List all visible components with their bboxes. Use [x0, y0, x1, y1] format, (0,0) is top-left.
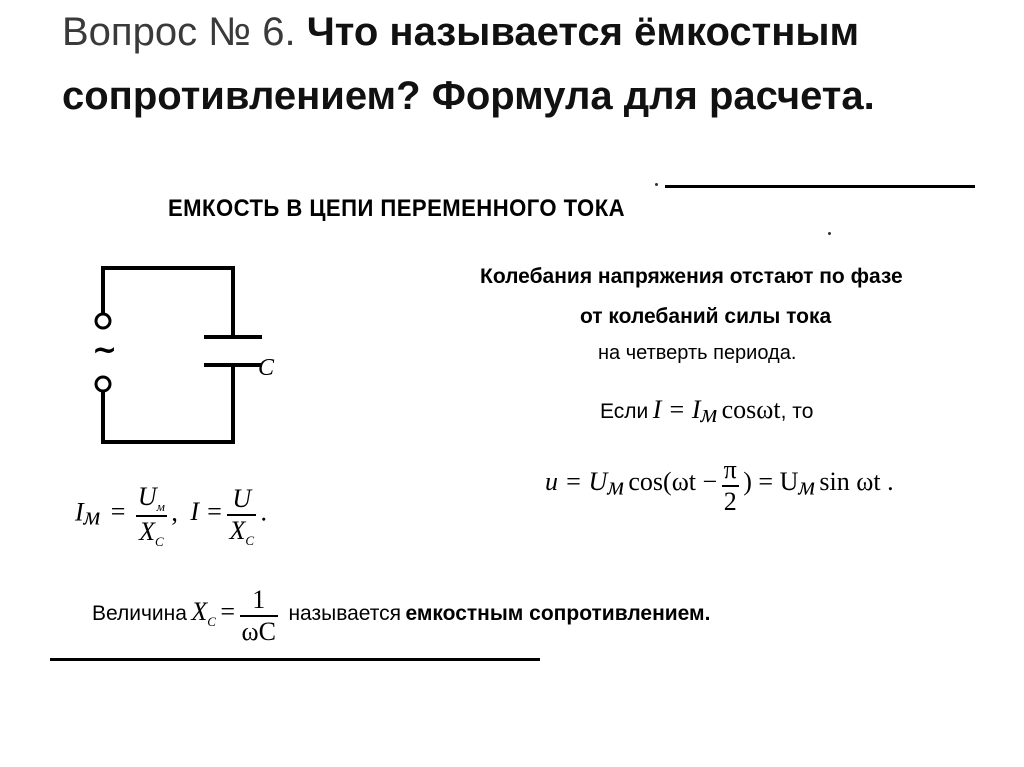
- page-title: [62, 0, 992, 128]
- i-numerator: U: [227, 484, 256, 516]
- section-heading: ЕМКОСТЬ В ЦЕПИ ПЕРЕМЕННОГО ТОКА: [168, 195, 626, 222]
- equals-sign: =: [110, 497, 126, 527]
- voltage-cos: cos(ωt −: [628, 467, 718, 497]
- xc-numerator: 1: [240, 585, 278, 617]
- comma: ,: [171, 497, 178, 527]
- ac-source-symbol: ~: [92, 333, 118, 368]
- phase-text-line-3: на четверть периода.: [598, 342, 797, 364]
- if-word: Если: [600, 400, 649, 423]
- scan-dot: [655, 183, 658, 186]
- then-word: , то: [780, 400, 814, 423]
- voltage-equation: [545, 455, 894, 517]
- quantity-word: Величина: [92, 602, 187, 626]
- xc-fraction: [240, 585, 278, 647]
- capacitor-circuit-diagram: [80, 255, 300, 455]
- voltage-lhs: u = U: [545, 467, 608, 497]
- pi-numerator: π: [722, 455, 739, 487]
- xc-denominator: ωC: [241, 617, 276, 646]
- circuit-wire-bottom: [103, 365, 233, 442]
- xc-equals: =: [220, 597, 236, 627]
- im-numerator: $U_м$: [136, 482, 167, 517]
- im-lhs-sub: м: [83, 501, 101, 531]
- voltage-mid: ) = U: [743, 467, 799, 497]
- phase-text-line-1: Колебания напряжения отстают по фазе: [480, 265, 903, 288]
- phase-text-line-2: от колебаний силы тока: [580, 305, 832, 328]
- ohm-law-equations: [75, 482, 267, 550]
- is-called-word: называется: [288, 602, 402, 626]
- bottom-rule: [50, 658, 540, 661]
- im-denominator: $X_C$: [139, 517, 164, 550]
- pi-over-two-fraction: [722, 455, 739, 517]
- cos-omega-t: cosωt: [721, 395, 781, 424]
- capacitive-reactance-definition: [92, 585, 710, 647]
- top-rule: [665, 185, 975, 188]
- im-lhs: I: [75, 497, 84, 527]
- period: .: [260, 497, 267, 527]
- two-denominator: 2: [723, 487, 737, 516]
- voltage-sin: sin ωt .: [819, 467, 894, 497]
- i-fraction: [227, 484, 256, 549]
- current-equation: [600, 395, 813, 429]
- current-eq-text: I = I: [652, 395, 701, 424]
- voltage-sub-2: м: [798, 471, 815, 501]
- capacitive-reactance-term: емкостным сопротивлением.: [405, 602, 711, 626]
- i-lhs: I =: [190, 497, 224, 527]
- voltage-sub: м: [607, 471, 624, 501]
- xc-symbol: $X_C$: [191, 597, 216, 630]
- circuit-wire-top: [103, 268, 233, 337]
- capacitor-label: C: [258, 355, 275, 381]
- current-eq-sub: м: [700, 399, 718, 429]
- i-denominator: $X_C$: [229, 515, 255, 548]
- question-number: Вопрос № 6.: [62, 10, 307, 54]
- terminal-bottom: [96, 377, 110, 391]
- scan-dot: [828, 232, 831, 235]
- im-fraction: [136, 482, 167, 550]
- question-text: Что называется ёмкостным сопротивлением? Формула для расчета.: [62, 10, 875, 118]
- terminal-top: [96, 314, 110, 328]
